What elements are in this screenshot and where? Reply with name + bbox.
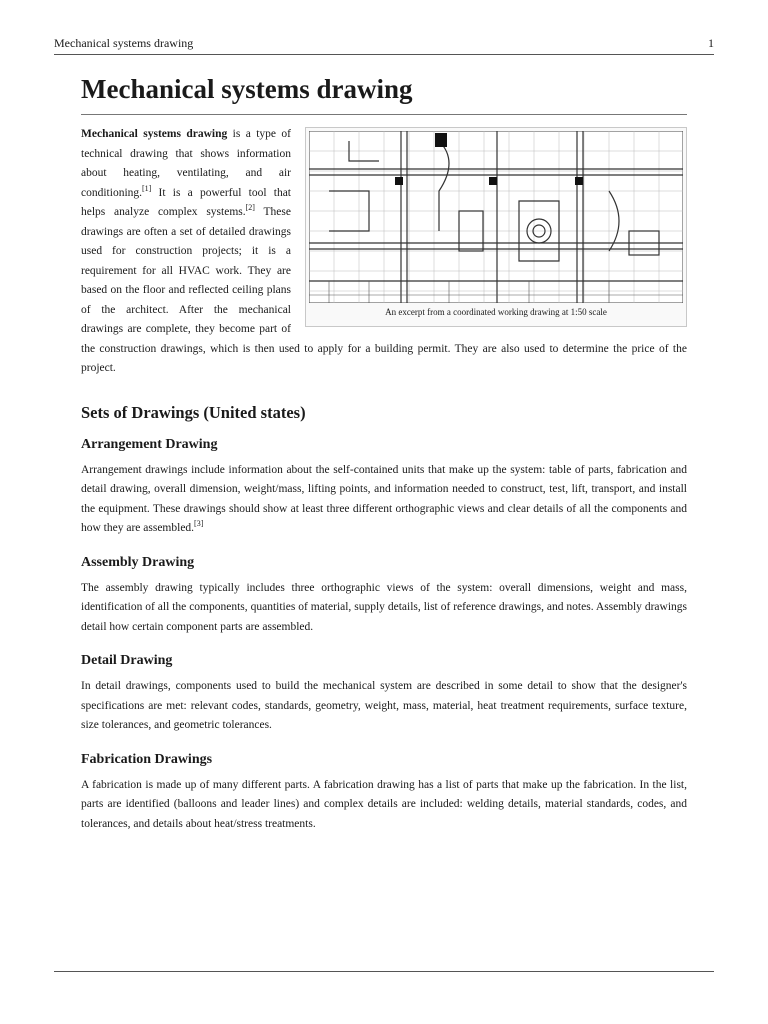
detail-paragraph: In detail drawings, components used to build the mechanical system are described in some detail to show that the designer's specifications are met: relevant codes, standards, geometry, weight, mass, material, heat treatment requirements, surface texture, size tolerances, and geometric tolerances. (81, 680, 687, 731)
reference-1-link[interactable]: [1] (142, 183, 152, 193)
arrangement-paragraph (81, 461, 687, 539)
page-title: Mechanical systems drawing (81, 70, 687, 115)
intro-section (81, 125, 687, 379)
fabrication-paragraph: A fabrication is made up of many different parts. A fabrication drawing has a list of parts that make up the fabrication. In the list, parts are identified (balloons and leader lines) and complex details are included: welding details, material standards, codes, and tolerances, and details about heat/stress treatments. (81, 778, 687, 830)
hvac-drawing-image (309, 131, 683, 303)
figure-hvac-drawing (305, 127, 687, 327)
subsection-heading-fabrication: Fabrication Drawings (81, 751, 213, 767)
subsection-heading-detail: Detail Drawing (81, 653, 173, 668)
assembly-paragraph: The assembly drawing typically includes three orthographic views of the system: overall dimensions, weight and mass, identification of all the components, quantities of material, supply details, list of reference drawings, and notes. Assembly drawings detail how certain component parts are assembled. (81, 581, 687, 633)
reference-3-link[interactable]: [3] (194, 519, 204, 529)
figure-caption: An excerpt from a coordinated working drawing at 1:50 scale (385, 307, 607, 317)
intro-text-3: These drawings are often a set of detailed drawings used for construction projects; it is a requirement for all HVAC work. They are based on the floor and reflected ceiling plans of the architect. After the mechanical drawings are complete, they become part of the construction drawings, which is then used to apply for a building permit. They are also used to determine the price of the project. (81, 206, 687, 374)
footer-rule (54, 971, 714, 972)
intro-lead-term: Mechanical systems drawing (81, 128, 228, 140)
section-heading-sets-of-drawings: Sets of Drawings (United states) (81, 402, 306, 422)
page-number: 1 (708, 36, 714, 50)
intro-text-1: is a type of technical drawing that shows information about heating, ventilating, and air conditioning. (81, 128, 292, 199)
article-body (81, 70, 687, 834)
intro-text-2: It is a powerful tool that helps analyze complex systems. (81, 186, 291, 218)
subsection-heading-assembly: Assembly Drawing (81, 554, 195, 570)
running-title: Mechanical systems drawing (54, 36, 194, 50)
running-header (54, 36, 714, 55)
arrangement-text: Arrangement drawings include information about the self-contained units that make up the system: table of parts, fabrication and detail drawing, overall dimension, weight/mass, lifting points, and information needed to construct, test, lift, transport, and install the equipment. These drawings should show at least three different orthographic views and clear details of all the components and how they are assembled. (81, 463, 687, 534)
subsection-heading-arrangement: Arrangement Drawing (81, 436, 218, 452)
reference-2-link[interactable]: [2] (245, 203, 255, 213)
